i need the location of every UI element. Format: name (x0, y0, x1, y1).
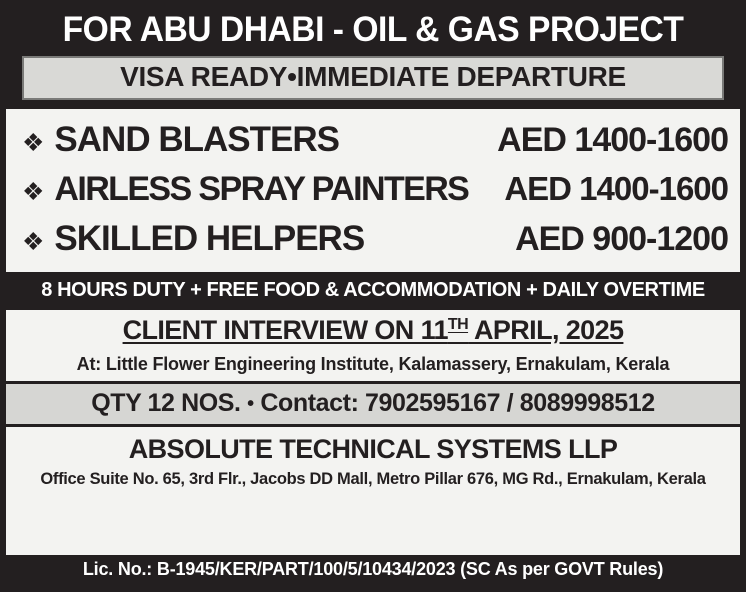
company-block (6, 427, 740, 555)
interview-date-prefix: CLIENT INTERVIEW ON 11 (122, 315, 448, 345)
interview-venue: At: Little Flower Engineering Institute, Kalamassery, Ernakulam, Kerala (6, 350, 740, 384)
benefits-strip: 8 HOURS DUTY + FREE FOOD & ACCOMMODATION + DAILY OVERTIME (6, 275, 740, 307)
diamond-bullet-icon: ❖ (22, 178, 45, 206)
diamond-bullet-icon: ❖ (22, 228, 45, 256)
job-salary: AED 1400-1600 (497, 121, 728, 159)
license-strip: Lic. No.: B-1945/KER/PART/100/5/10434/2023 (SC As per GOVT Rules) (6, 555, 740, 586)
job-title: SKILLED HELPERS (54, 219, 365, 258)
separator-dot-icon: • (247, 392, 254, 415)
contact-numbers[interactable]: Contact: 7902595167 / 8089998512 (260, 389, 655, 417)
contact-strip (6, 384, 740, 427)
job-list (6, 106, 740, 275)
poster-header (6, 6, 740, 56)
visa-status-banner: VISA READY•IMMEDIATE DEPARTURE (22, 56, 724, 100)
job-salary: AED 1400-1600 (504, 170, 728, 207)
interview-date-suffix: APRIL, 2025 (468, 315, 624, 345)
company-name: ABSOLUTE TECHNICAL SYSTEMS LLP (128, 434, 618, 464)
interview-date-heading (6, 315, 740, 346)
list-item (16, 115, 730, 165)
job-title: AIRLESS SPRAY PAINTERS (54, 170, 469, 208)
quantity-label: QTY 12 NOS. (91, 389, 241, 417)
visa-banner-wrapper (6, 56, 740, 106)
interview-section (6, 307, 740, 350)
list-item (16, 165, 730, 214)
page-title: FOR ABU DHABI - OIL & GAS PROJECT (62, 10, 684, 49)
diamond-bullet-icon: ❖ (22, 129, 45, 157)
company-address: Office Suite No. 65, 3rd Flr., Jacobs DD Mall, Metro Pillar 676, MG Rd., Ernakulam, Kerala (40, 470, 706, 488)
interview-date-ordinal: TH (447, 316, 469, 333)
list-item (16, 214, 730, 264)
job-salary: AED 900-1200 (515, 220, 728, 258)
job-title: SAND BLASTERS (54, 120, 339, 159)
